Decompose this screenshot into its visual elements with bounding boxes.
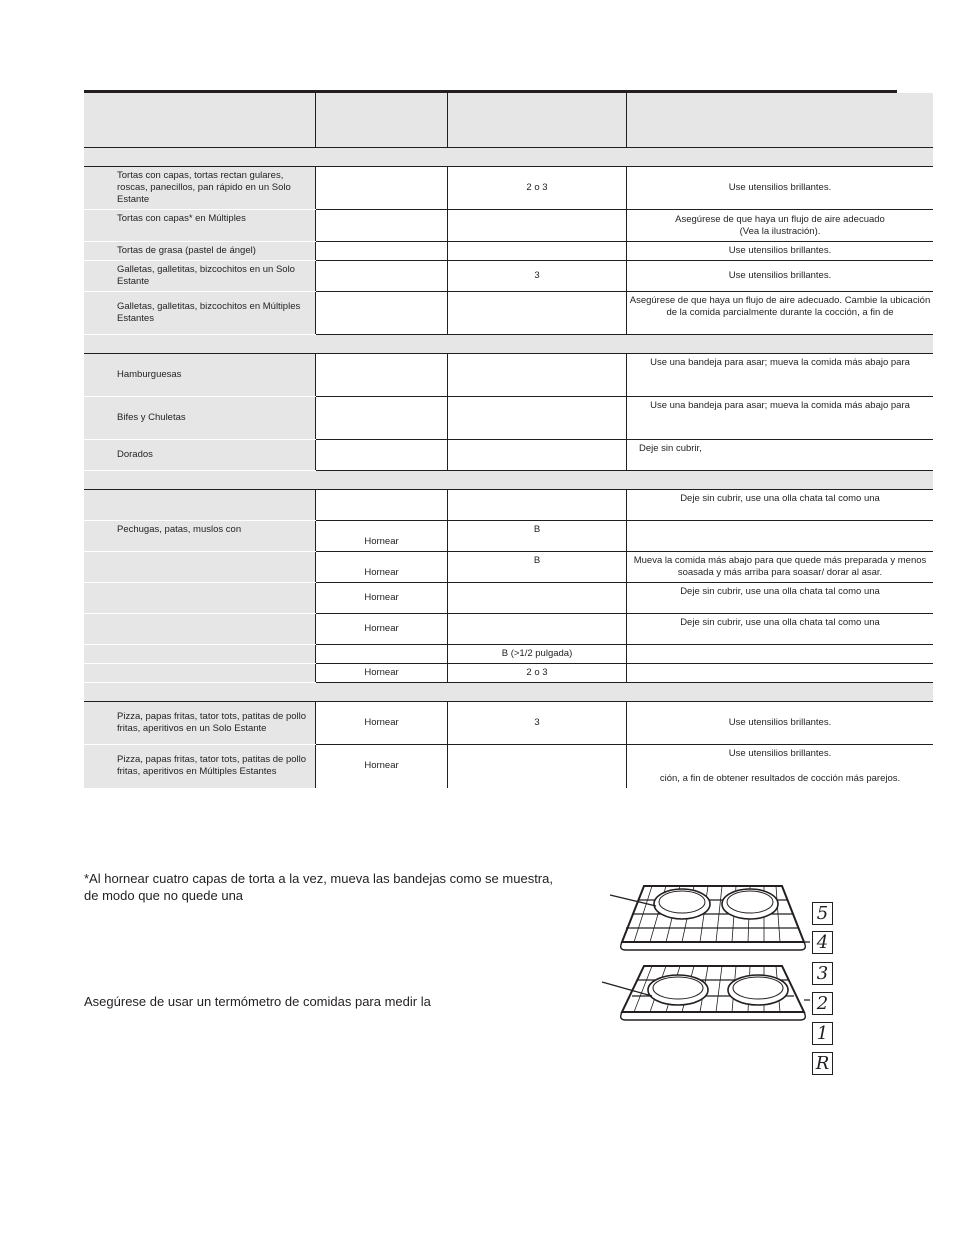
table-row	[84, 210, 933, 242]
suggestion-cell	[627, 664, 934, 683]
rack-cell	[448, 210, 627, 242]
suggestion-cell: Use una bandeja para asar; mueva la comida más abajo para	[627, 397, 934, 440]
suggestion-cell: Mueva la comida más abajo para que quede más preparada y menos soasada y más arriba para soasar/ dorar al asar.	[627, 552, 934, 583]
mode-cell: Hornear	[316, 745, 448, 788]
suggestion-cell: Use utensilios brillantes.	[627, 702, 934, 745]
suggestion-cell: Deje sin cubrir, use una olla chata tal como una	[627, 583, 934, 614]
food-cell	[84, 552, 316, 583]
table-row	[84, 552, 933, 583]
header-suggestion	[627, 93, 934, 148]
mode-cell: Hornear	[316, 614, 448, 645]
table-row	[84, 702, 933, 745]
rack-cell: B	[448, 552, 627, 583]
food-cell: Pizza, papas fritas, tator tots, patitas de pollo fritas, aperitivos en un Solo Estante	[84, 702, 316, 745]
mode-cell: Hornear	[316, 521, 448, 552]
food-cell: Tortas de grasa (pastel de ángel)	[84, 242, 316, 261]
mode-cell	[316, 645, 448, 664]
rack-cell	[448, 745, 627, 788]
food-cell	[84, 664, 316, 683]
rack-cell	[448, 354, 627, 397]
food-cell	[84, 583, 316, 614]
suggestion-line-1: Use utensilios brillantes.	[728, 747, 832, 759]
suggestion-line-2: ción, a fin de obtener resultados de cocción más parejos.	[659, 772, 901, 784]
oven-rack-illustration	[596, 880, 816, 1030]
section-title	[84, 335, 933, 354]
rack-cell: 3	[448, 702, 627, 745]
table-row	[84, 167, 933, 210]
table-row	[84, 490, 933, 521]
food-cell	[84, 490, 316, 521]
table-header	[84, 93, 933, 148]
header-mode	[316, 93, 448, 148]
food-cell: Tortas con capas, tortas rectan gulares, roscas, panecillos, pan rápido en un Solo Estante	[84, 167, 316, 210]
suggestion-cell: Use utensilios brillantes.	[627, 167, 934, 210]
table-row	[84, 583, 933, 614]
rack-position-r: R	[812, 1052, 833, 1075]
rack-cell: 2 o 3	[448, 664, 627, 683]
mode-cell	[316, 210, 448, 242]
cooking-guide-table	[84, 93, 933, 788]
table-row	[84, 440, 933, 471]
rack-cell: B (>1/2 pulgada)	[448, 645, 627, 664]
rack-cell	[448, 614, 627, 645]
rack-position-4: 4	[812, 931, 833, 954]
mode-cell	[316, 242, 448, 261]
rack-cell	[448, 292, 627, 335]
cake-pan-lower-right	[728, 975, 788, 1005]
suggestion-cell	[627, 745, 934, 788]
header-rack	[448, 93, 627, 148]
mode-cell: Hornear	[316, 583, 448, 614]
rack-cell	[448, 490, 627, 521]
rack-cell	[448, 242, 627, 261]
food-cell: Pizza, papas fritas, tator tots, patitas de pollo fritas, aperitivos en Múltiples Estantes	[84, 745, 316, 788]
mode-cell: Hornear	[316, 702, 448, 745]
suggestion-cell: Deje sin cubrir, use una olla chata tal como una	[627, 490, 934, 521]
mode-cell	[316, 167, 448, 210]
suggestion-cell	[627, 645, 934, 664]
rack-position-1: 1	[812, 1022, 833, 1045]
mode-cell	[316, 397, 448, 440]
table-row	[84, 397, 933, 440]
mode-cell	[316, 490, 448, 521]
rack-position-2: 2	[812, 992, 833, 1015]
table-row	[84, 745, 933, 788]
food-cell	[84, 645, 316, 664]
food-cell: Tortas con capas* en Múltiples	[84, 210, 316, 242]
rack-cell	[448, 397, 627, 440]
suggestion-cell: Asegúrese de que haya un flujo de aire adecuado. Cambie la ubicación de la comida parcialmente durante la cocción, a fin de	[627, 292, 934, 335]
mode-cell	[316, 440, 448, 471]
upper-rack	[621, 886, 806, 950]
suggestion-cell: Deje sin cubrir,	[627, 440, 934, 471]
suggestion-cell: Use utensilios brillantes.	[627, 261, 934, 292]
suggestion-cell: Use una bandeja para asar; mueva la comida más abajo para	[627, 354, 934, 397]
food-cell	[84, 614, 316, 645]
food-cell: Galletas, galletitas, bizcochitos en un Solo Estante	[84, 261, 316, 292]
food-cell: Dorados	[84, 440, 316, 471]
food-cell: Galletas, galletitas, bizcochitos en Múltiples Estantes	[84, 292, 316, 335]
table-row	[84, 664, 933, 683]
rack-cell	[448, 440, 627, 471]
suggestion-cell: Use utensilios brillantes.	[627, 242, 934, 261]
section-title	[84, 471, 933, 490]
table-row	[84, 292, 933, 335]
table-row	[84, 645, 933, 664]
food-cell: Bifes y Chuletas	[84, 397, 316, 440]
suggestion-cell: Deje sin cubrir, use una olla chata tal como una	[627, 614, 934, 645]
suggestion-cell: Asegúrese de que haya un flujo de aire adecuado (Vea la ilustración).	[627, 210, 934, 242]
rack-cell: 2 o 3	[448, 167, 627, 210]
food-cell: Hamburguesas	[84, 354, 316, 397]
table-row	[84, 521, 933, 552]
cake-pan-lower-left	[648, 975, 708, 1005]
cake-layers-footnote: *Al hornear cuatro capas de torta a la vez, mueva las bandejas como se muestra, de modo que no quede una	[84, 871, 553, 903]
cake-pan-upper-left	[654, 889, 710, 919]
table-row	[84, 354, 933, 397]
table-row	[84, 242, 933, 261]
mode-cell: Hornear	[316, 664, 448, 683]
mode-cell	[316, 354, 448, 397]
section-title	[84, 148, 933, 167]
food-cell: Pechugas, patas, muslos con	[84, 521, 316, 552]
suggestion-cell	[627, 521, 934, 552]
rack-cell: 3	[448, 261, 627, 292]
thermometer-note: Asegúrese de usar un termómetro de comidas para medir la	[84, 994, 431, 1009]
table-row	[84, 614, 933, 645]
mode-cell	[316, 261, 448, 292]
rack-position-3: 3	[812, 962, 833, 985]
rack-cell: B	[448, 521, 627, 552]
mode-cell	[316, 292, 448, 335]
rack-cell	[448, 583, 627, 614]
rack-position-5: 5	[812, 902, 833, 925]
section-title	[84, 683, 933, 702]
cake-pan-upper-right	[722, 889, 778, 919]
mode-cell: Hornear	[316, 552, 448, 583]
header-food	[84, 93, 316, 148]
table-row	[84, 261, 933, 292]
